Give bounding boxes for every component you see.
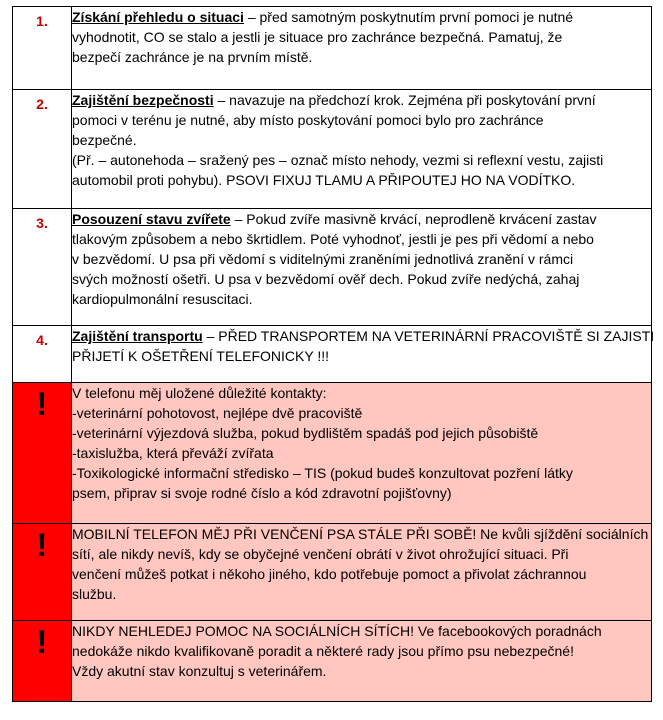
step-text: (Př. – autonehoda – sražený pes – označ místo nehody, vezmi si reflexní vestu, zajisti (72, 152, 604, 168)
warning-text: -veterinární výjezdová služba, pokud bydlištěm spadáš pod jejich působiště (72, 425, 539, 441)
step-first-line (72, 326, 655, 346)
step-number-cell (13, 209, 72, 326)
step-text: – PŘED TRANSPORTEM NA VETERINÁRNÍ PRACOVIŠTĚ SI ZAJISTI (202, 328, 655, 344)
step-text-cell (72, 326, 655, 383)
step-text: bezpečné. (72, 132, 137, 148)
warning-text: službu. (72, 586, 117, 602)
step-heading: Získání přehledu o situaci (72, 9, 244, 25)
step-first-line (72, 209, 651, 229)
step-heading: Zajištění bezpečnosti (72, 92, 214, 108)
warning-text-cell (72, 524, 652, 621)
step-row-1 (13, 7, 652, 90)
step-text: tlakovým způsobem a nebo škrtidlem. Poté vyhodnoť, jestli je pes při vědomí a nebo (72, 231, 594, 247)
warning-text-cell (72, 383, 652, 524)
step-text: automobil proti pohybu). PSOVI FIXUJ TLAMU A PŘIPOUTEJ HO NA VODÍTKO. (72, 172, 576, 188)
step-number: 3. (36, 215, 48, 231)
warning-row-3 (13, 621, 652, 702)
first-aid-steps-table (12, 6, 655, 702)
warning-text-cell (72, 621, 652, 702)
step-text-cell (72, 7, 652, 90)
step-heading: Zajištění transportu (72, 328, 203, 344)
warning-text: psem, připrav si svoje rodné číslo a kód zdravotní pojišťovny) (72, 485, 452, 501)
step-text: bezpečí zachránce je na prvním místě. (72, 49, 313, 65)
exclamation-icon: ! (36, 527, 48, 563)
step-first-line (72, 7, 651, 27)
step-text: vyhodnotit, CO se stalo a jestli je situace pro zachránce bezpečná. Pamatuj, že (72, 29, 563, 45)
step-text-cell (72, 90, 652, 209)
step-text: pomoci v terénu je nutné, aby místo poskytování pomoci bylo pro zachránce (72, 112, 544, 128)
warning-mark-cell (13, 383, 72, 524)
exclamation-icon: ! (36, 624, 48, 660)
step-text: – navazuje na předchozí krok. Zejména při poskytování první (213, 92, 596, 108)
step-row-4 (13, 326, 652, 383)
warning-mark-cell (13, 524, 72, 621)
step-row-3 (13, 209, 652, 326)
warning-mark-cell (13, 621, 72, 702)
step-number-cell (13, 326, 72, 383)
step-heading: Posouzení stavu zvířete (72, 211, 231, 227)
step-text: PŘIJETÍ K OŠETŘENÍ TELEFONICKY !!! (72, 348, 329, 364)
step-text: – před samotným poskytnutím první pomoci je nutné (243, 9, 574, 25)
warning-text: MOBILNÍ TELEFON MĚJ PŘI VENČENÍ PSA STÁLE PŘI SOBĚ! Ne kvůli sjíždění sociálních (72, 526, 649, 542)
step-text: v bezvědomí. U psa při vědomí s viditelnými zraněními jednotlivá zranění v rámci (72, 251, 574, 267)
warning-text: -veterinární pohotovost, nejlépe dvě pracoviště (72, 405, 363, 421)
step-text: – Pokud zvíře masivně krvácí, neprodleně krvácení zastav (230, 211, 597, 227)
step-number-cell (13, 7, 72, 90)
warning-row-2 (13, 524, 652, 621)
step-text-cell (72, 209, 652, 326)
warning-text: -Toxikologické informační středisko – TIS (pokud budeš konzultovat pozření látky (72, 465, 573, 481)
step-number: 4. (36, 332, 48, 348)
warning-text: venčení můžeš potkat i někoho jiného, kdo potřebuje pomoct a přivolat záchrannou (72, 566, 587, 582)
warning-text: sítí, ale nikdy nevíš, kdy se obyčejné venčení obrátí v život ohrožující situaci. Při (72, 546, 569, 562)
step-number: 1. (36, 13, 48, 29)
step-first-line (72, 90, 651, 110)
step-number-cell (13, 90, 72, 209)
warning-row-1 (13, 383, 652, 524)
warning-text: Vždy akutní stav konzultuj s veterinářem. (72, 663, 327, 679)
step-text: kardiopulmonální resuscitaci. (72, 291, 253, 307)
warning-text: V telefonu měj uložené důležité kontakty: (72, 385, 327, 401)
warning-text: nedokáže nikdo kvalifikovaně poradit a některé rady jsou přímo psu nebezpečné! (72, 643, 574, 659)
warning-text: -taxislužba, která převáží zvířata (72, 445, 274, 461)
exclamation-icon: ! (36, 386, 48, 422)
step-number: 2. (36, 96, 48, 112)
step-row-2 (13, 90, 652, 209)
step-text: svých možností ošetři. U psa v bezvědomí ověř dech. Pokud zvíře nedýchá, zahaj (72, 271, 580, 287)
warning-text: NIKDY NEHLEDEJ POMOC NA SOCIÁLNÍCH SÍTÍCH! Ve facebookových poradnách (72, 623, 602, 639)
